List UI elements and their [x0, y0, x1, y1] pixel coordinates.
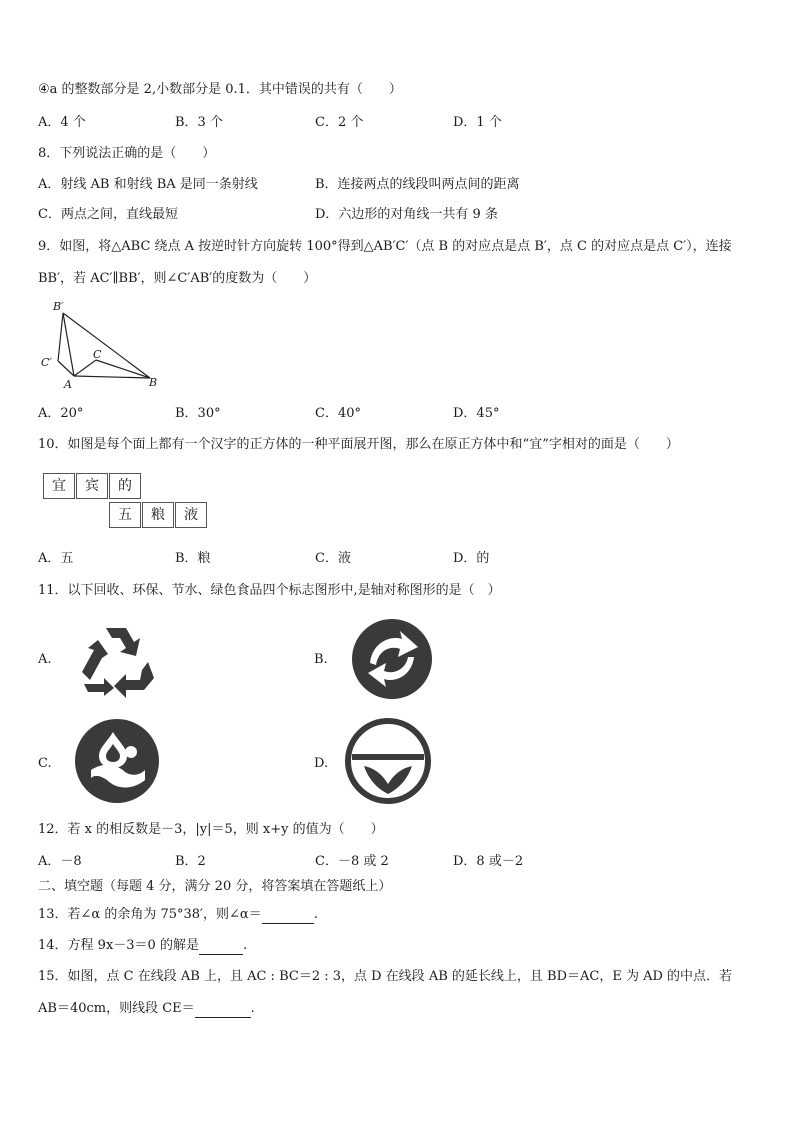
q12-option-d[interactable]: D．8 或－2 [453, 854, 524, 869]
q8-option-a[interactable]: A．射线 AB 和射线 BA 是同一条射线 [38, 177, 258, 192]
q7-option-c[interactable]: C．2 个 [315, 115, 364, 130]
segment-ac [74, 360, 96, 376]
q15-line1: 15．如图，点 C 在线段 AB 上，且 AC : BC＝2 : 3，点 D 在线段 AB 的延长线上，且 BD＝AC，E 为 AD 的中点．若 [38, 969, 733, 984]
q12-option-a[interactable]: A．－8 [38, 854, 82, 869]
q8-stem: 8．下列说法正确的是（ ） [38, 146, 216, 161]
q12-option-c[interactable]: C．－8 或 2 [315, 854, 389, 869]
label-c-prime: C′ [41, 356, 52, 369]
net-cell-bottom-3: 液 [175, 502, 207, 528]
q7-option-b[interactable]: B．3 个 [175, 115, 223, 130]
q9-triangle-figure [38, 296, 168, 391]
green-food-icon [344, 718, 432, 804]
net-cell-bottom-2: 粮 [142, 502, 174, 528]
q7-option-d[interactable]: D．1 个 [453, 115, 502, 130]
q11-label-c[interactable]: C. [38, 756, 52, 771]
label-c: C [93, 348, 102, 361]
q10-option-a[interactable]: A．五 [38, 551, 74, 566]
label-b: B [149, 376, 158, 389]
net-cell-top-1: 宜 [43, 473, 75, 499]
q9-option-a[interactable]: A．20° [38, 406, 84, 421]
q11-label-a[interactable]: A. [38, 652, 52, 667]
net-cell-top-3: 的 [109, 473, 141, 499]
q8-option-d[interactable]: D．六边形的对角线一共有 9 条 [315, 207, 498, 222]
q11-label-b[interactable]: B. [314, 652, 328, 667]
q15-line2 [38, 1000, 255, 1018]
segment-ab [74, 376, 150, 378]
q13-end: . [313, 907, 318, 922]
circular-arrows-icon [350, 617, 434, 701]
q10-option-b[interactable]: B．粮 [175, 551, 211, 566]
recycle-icon [76, 622, 156, 698]
q13-text: 13．若∠α 的余角为 75°38′，则∠α＝ [38, 907, 262, 922]
q15-text: AB＝40cm，则线段 CE＝ [38, 1001, 195, 1016]
q9-stem-line2: BB′，若 AC′∥BB′，则∠C′AB′的度数为（ ） [38, 271, 317, 286]
q14-end: . [242, 938, 248, 953]
water-drop-icon [73, 718, 161, 804]
q12-stem: 12．若 x 的相反数是－3，|y|＝5，则 x+y 的值为（ ） [38, 822, 384, 837]
q14-line [38, 937, 247, 955]
net-cell-bottom-1: 五 [109, 502, 141, 528]
q15-answer-blank[interactable] [195, 1003, 251, 1018]
q11-label-d[interactable]: D. [314, 756, 329, 771]
segment-b-prime-c-prime [58, 313, 63, 361]
q11-stem: 11．以下回收、环保、节水、绿色食品四个标志图形中,是轴对称图形的是（ ） [38, 583, 501, 598]
section-heading-fill-in: 二、填空题（每题 4 分，满分 20 分，将答案填在答题纸上） [38, 879, 392, 894]
q10-stem: 10．如图是每个面上都有一个汉字的正方体的一种平面展开图，那么在原正方体中和“宜”字相对的面是（ ） [38, 437, 679, 452]
label-b-prime: B′ [53, 300, 64, 313]
segment-b-prime-b [63, 313, 150, 378]
net-cell-top-2: 宾 [76, 473, 108, 499]
q9-option-c[interactable]: C．40° [315, 406, 361, 421]
q7-option-a[interactable]: A．4 个 [38, 115, 86, 130]
q9-option-d[interactable]: D．45° [453, 406, 500, 421]
segment-cb [96, 360, 150, 378]
q15-end: . [250, 1001, 255, 1016]
q7-tail: ④a 的整数部分是 2,小数部分是 0.1．其中错误的共有（ ） [38, 82, 402, 97]
q9-option-b[interactable]: B．30° [175, 406, 221, 421]
q9-stem-line1: 9．如图，将△ABC 绕点 A 按逆时针方向旋转 100°得到△AB′C′（点 B 的对应点是点 B′，点 C 的对应点是点 C′），连接 [38, 239, 732, 254]
q10-option-c[interactable]: C．液 [315, 551, 351, 566]
q8-option-c[interactable]: C．两点之间，直线最短 [38, 207, 178, 222]
q14-text: 14．方程 9x－3＝0 的解是 [38, 938, 199, 953]
q8-option-b[interactable]: B．连接两点的线段叫两点间的距离 [315, 177, 520, 192]
q13-answer-blank[interactable] [262, 909, 314, 924]
q13-line [38, 906, 318, 924]
q12-option-b[interactable]: B．2 [175, 854, 206, 869]
label-a: A [64, 378, 72, 391]
q14-answer-blank[interactable] [199, 940, 243, 955]
q10-option-d[interactable]: D．的 [453, 551, 490, 566]
